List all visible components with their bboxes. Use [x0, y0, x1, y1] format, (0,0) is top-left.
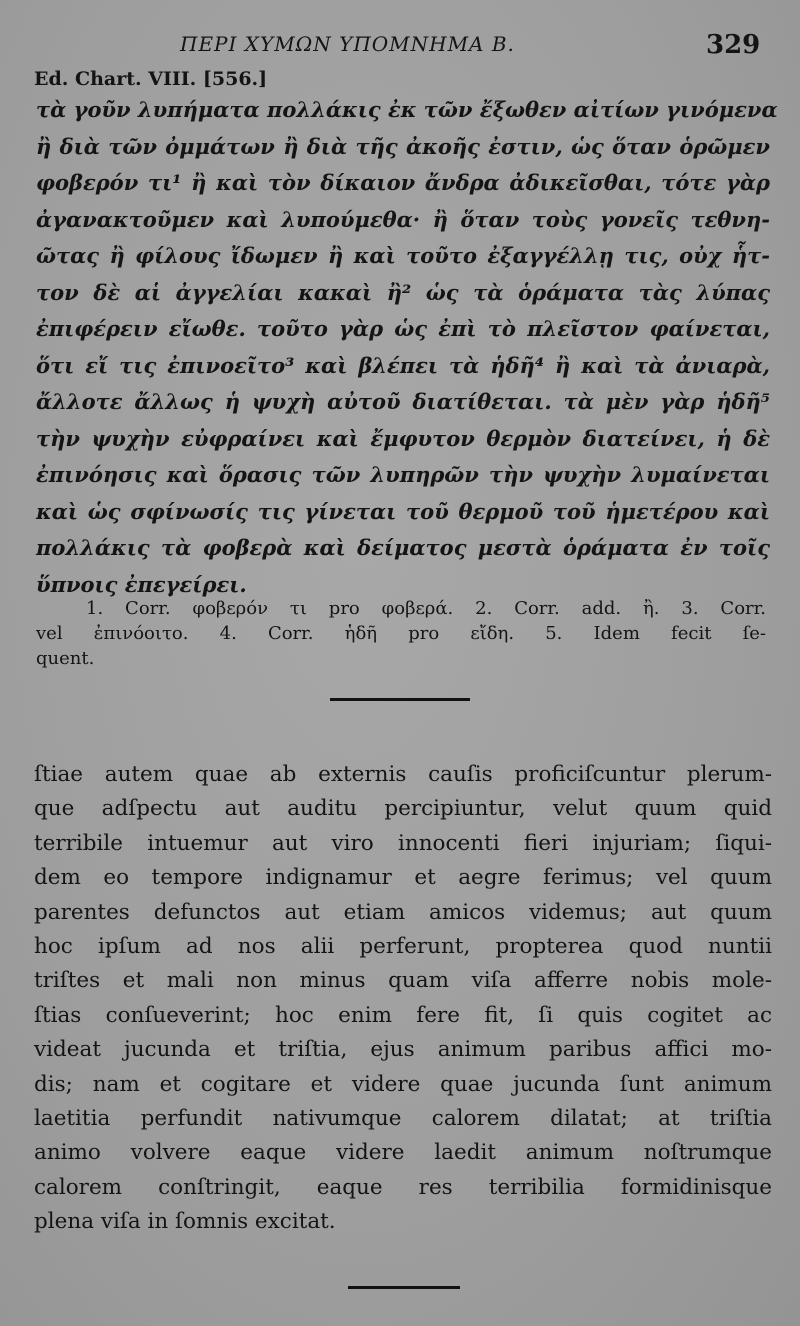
footnote-line: 1. Corr. φοβερόν τι pro φοβερά. 2. Corr. add. ἢ. 3. Corr. — [86, 598, 766, 619]
running-title: ΠΕΡΙ ΧΥΜΩΝ ΥΠΟΜΝΗΜΑ Β. — [180, 32, 515, 56]
footnote-line: vel ἐπινόοιτο. 4. Corr. ἡδῆ pro εἴδη. 5. Idem fecit ſe- — [36, 623, 766, 644]
greek-text-line: ἐπινόησις καὶ ὅρασις τῶν λυπηρῶν τὴν ψυχὴν λυμαίνεται — [36, 462, 770, 487]
latin-text-line: dis; nam et cogitare et videre quae jucunda ſunt animum — [34, 1071, 772, 1097]
edition-reference: Ed. Chart. VIII. [556.] — [34, 68, 268, 90]
section-divider-top — [330, 698, 470, 701]
greek-text-line: ἐπιφέρειν εἴωθε. τοῦτο γὰρ ὡς ἐπὶ τὸ πλεῖστον φαίνεται, — [36, 316, 770, 341]
greek-text-line: τὰ γοῦν λυπήματα πολλάκις ἐκ τῶν ἔξωθεν αἰτίων γινόμενα — [36, 97, 778, 122]
latin-text-line: ſtias conſueverint; hoc enim fere fit, ſi quis cogitet ac — [34, 1002, 772, 1028]
greek-text-line: ῶτας ἢ φίλους ἴδωμεν ἢ καὶ τοῦτο ἐξαγγέλλῃ τις, οὐχ ἧτ- — [36, 243, 770, 268]
greek-text-line: φοβερόν τι¹ ἢ καὶ τὸν δίκαιον ἄνδρα ἀδικεῖσθαι, τότε γὰρ — [36, 170, 770, 195]
latin-text-line: triſtes et mali non minus quam viſa afferre nobis mole- — [34, 968, 772, 994]
greek-text-line: πολλάκις τὰ φοβερὰ καὶ δείματος μεστὰ ὁράματα ἐν τοῖς — [36, 535, 770, 560]
latin-text-line: hoc ipſum ad nos alii perferunt, propterea quod nuntii — [34, 934, 772, 960]
latin-text-line: que adſpectu aut auditu percipiuntur, velut quum quid — [34, 796, 772, 822]
section-divider-bottom — [348, 1286, 460, 1289]
latin-text-line: laetitia perfundit nativumque calorem dilatat; at triſtia — [34, 1106, 772, 1132]
greek-text-line: ἀγανακτοῦμεν καὶ λυπούμεθα· ἢ ὅταν τοὺς γονεῖς τεθνη- — [36, 206, 770, 232]
latin-text-line: dem eo tempore indignamur et aegre ferimus; vel quum — [34, 865, 772, 891]
latin-text-line: animo volvere eaque videre laedit animum noſtrumque — [34, 1140, 772, 1166]
latin-text-line: parentes defunctos aut etiam amicos videmus; aut quum — [34, 899, 772, 925]
footnote-line: quent. — [36, 648, 95, 669]
latin-text-line: videat jucunda et triſtia, ejus animum paribus affici mo- — [34, 1037, 772, 1063]
latin-text-line: plena viſa in ſomnis excitat. — [34, 1209, 336, 1235]
page-number: 329 — [706, 30, 761, 60]
greek-text-block — [36, 92, 778, 603]
latin-text-block — [34, 758, 772, 1240]
greek-text-line: ὅτι εἴ τις ἐπινοεῖτο³ καὶ βλέπει τὰ ἡδῆ⁴ ἢ καὶ τὰ ἀνιαρὰ, — [36, 352, 770, 378]
latin-text-line: calorem conſtringit, eaque res terribilia formidinisque — [34, 1174, 772, 1200]
greek-text-line: τον δὲ αἱ ἀγγελίαι κακαὶ ἢ² ὡς τὰ ὁράματα τὰς λύπας — [36, 279, 770, 305]
latin-text-line: ſtiae autem quae ab externis cauſis proficiſcuntur plerum- — [34, 762, 772, 787]
greek-text-line: ἄλλοτε ἄλλως ἡ ψυχὴ αὐτοῦ διατίθεται. τὰ μὲν γὰρ ἡδῆ⁵ — [36, 389, 770, 414]
footnotes — [36, 596, 766, 671]
greek-text-line: καὶ ὡς σφίνωσίς τις γίνεται τοῦ θερμοῦ τοῦ ἡμετέρου καὶ — [36, 498, 770, 524]
greek-text-line: τὴν ψυχὴν εὐφραίνει καὶ ἔμφυτον θερμὸν διατείνει, ἡ δὲ — [36, 425, 770, 451]
latin-text-line: terribile intuemur aut viro innocenti fieri injuriam; ſiqui- — [34, 830, 772, 856]
page-header — [0, 30, 800, 70]
greek-text-line: ἢ διὰ τῶν ὀμμάτων ἢ διὰ τῆς ἀκοῆς ἐστιν, ὡς ὅταν ὁρῶμεν — [36, 133, 770, 159]
greek-text-line: ὕπνοις ἐπεγείρει. — [36, 571, 247, 597]
